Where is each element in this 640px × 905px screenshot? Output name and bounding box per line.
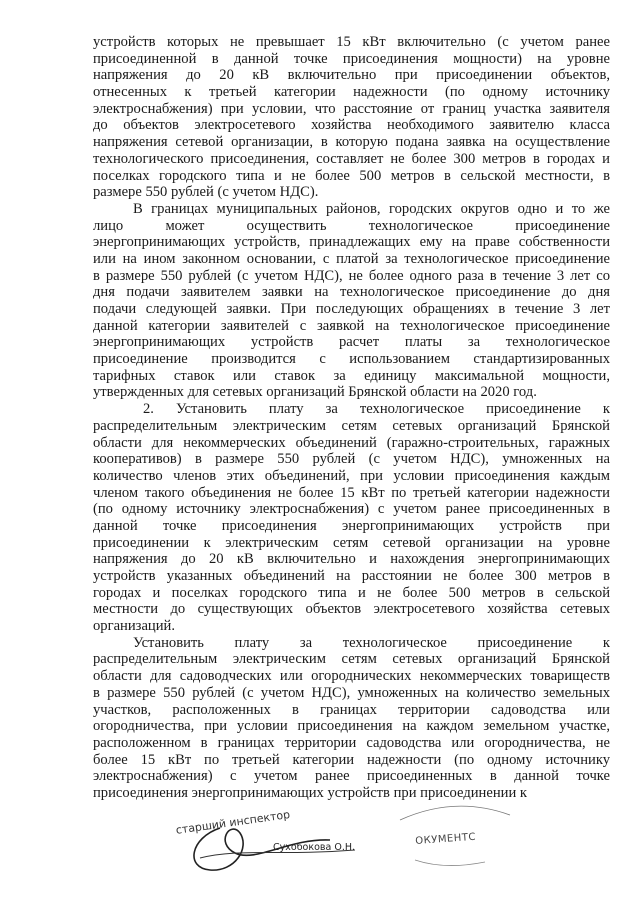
text-line: более 15 кВт по третьей категории надежности (по одному источнику bbox=[93, 751, 610, 768]
text-line: электроснабжения) с учетом ранее присоединенных в данной точке bbox=[93, 768, 610, 785]
text-line: присоединение производится с использованием стандартизированных bbox=[93, 351, 610, 368]
text-line: энергопринимающих устройств, принадлежащих ему на праве собственности bbox=[93, 234, 610, 251]
text-line: данной категории заявителей с заявкой на технологическое присоединение bbox=[93, 317, 610, 334]
text-line: присоединенной в данной точке присоединения мощности) на уровне bbox=[93, 50, 610, 67]
text-line: распределительным электрическим сетям сетевых организаций Брянской bbox=[93, 417, 610, 434]
text-line: устройств которых не превышает 15 кВт включительно (с учетом ранее bbox=[93, 34, 610, 50]
text-line: напряжения сетевой организации, в которую подана заявка на осуществление bbox=[93, 134, 610, 151]
text-line: лицо может осуществить технологическое присоединение bbox=[93, 217, 610, 234]
text-line: присоединения энергопринимающих устройств при присоединении к bbox=[93, 784, 528, 801]
text-line: организаций. bbox=[93, 618, 175, 635]
text-line: данной точке присоединения энергопринимающих устройств при bbox=[93, 517, 610, 534]
text-line: напряжения до 20 кВ включительно и нахождения энергопринимающих bbox=[93, 551, 610, 568]
signature-name: Сухобокова О.Н. bbox=[273, 842, 356, 853]
text-line: Установить плату за технологическое присоединение к bbox=[133, 634, 610, 651]
text-line: области для некоммерческих объединений (гаражно-строительных, гаражных bbox=[93, 434, 610, 451]
text-line: дня подачи заявителем заявки на технологическое присоединение до дня bbox=[93, 284, 610, 301]
text-line: размере 550 рублей (с учетом НДС). bbox=[93, 184, 319, 201]
text-line: электроснабжения) при условии, что расстояние от границ участка заявителя bbox=[93, 100, 610, 117]
text-line: области для садоводческих или огороднических некоммерческих товариществ bbox=[93, 668, 610, 685]
text-line: до объектов электросетевого хозяйства необходимого заявителю класса bbox=[93, 117, 610, 134]
text-line: напряжения до 20 кВ включительно при присоединении объектов, bbox=[93, 67, 610, 84]
text-line: членом такого объединения не более 15 кВт по третьей категории надежности bbox=[93, 484, 610, 501]
text-line: кооперативов) в размере 550 рублей (с учетом НДС), умноженных на bbox=[93, 451, 610, 468]
text-line: подачи следующей заявки. При последующих обращениях в течение 3 лет bbox=[93, 301, 610, 317]
text-line: местности до существующих объектов электросетевого хозяйства сетевых bbox=[93, 601, 610, 618]
text-line: энергопринимающих устройств расчет платы за технологическое bbox=[93, 334, 610, 351]
text-line: количество членов этих объединений, при условии присоединения каждым bbox=[93, 467, 610, 484]
text-line: 2. Установить плату за технологическое присоединение к bbox=[143, 401, 610, 418]
text-line: поселках городского типа и не более 500 метров в сельской местности, в bbox=[93, 167, 610, 184]
text-line: расположенном в границах территории садоводства или огородничества, не bbox=[93, 734, 610, 751]
text-line: в размере 550 рублей (с учетом НДС), умноженных на количество земельных bbox=[93, 684, 610, 701]
text-line: или на ином законном основании, с платой за технологическое присоединение bbox=[93, 250, 610, 267]
text-line: огородничества, при условии присоединения на каждом земельном участке, bbox=[93, 718, 610, 735]
text-line: тарифных ставок или ставок за единицу максимальной мощности, bbox=[93, 367, 610, 384]
text-line: В границах муниципальных районов, городских округов одно и то же bbox=[133, 200, 610, 217]
text-line: отнесенных к третьей категории надежности (по одному источнику bbox=[93, 84, 610, 101]
text-line: устройств указанных объединений на расстоянии не более 300 метров в bbox=[93, 568, 610, 584]
text-line: технологического присоединения, составляет не более 300 метров в городах и bbox=[93, 150, 610, 167]
document-text bbox=[93, 34, 610, 802]
text-line: присоединении к электрическим сетям сетевой организации на уровне bbox=[93, 534, 610, 551]
text-line: (по одному источнику электроснабжения) с учетом ранее присоединенных в bbox=[93, 501, 610, 518]
text-line: в размере 550 рублей (с учетом НДС), не более одного раза в течение 3 лет со bbox=[93, 267, 610, 284]
signature-title: старший инспектор bbox=[175, 807, 291, 837]
text-line: городах и поселках городского типа и не более 500 метров в сельской bbox=[93, 584, 610, 601]
text-line: распределительным электрическим сетям сетевых организаций Брянской bbox=[93, 651, 610, 668]
stamp-text: ОКУМЕНТС bbox=[415, 831, 477, 847]
text-line: участков, расположенных в границах территории садоводства или bbox=[93, 701, 610, 718]
text-line: утвержденных для сетевых организаций Брянской области на 2020 год. bbox=[93, 384, 537, 401]
